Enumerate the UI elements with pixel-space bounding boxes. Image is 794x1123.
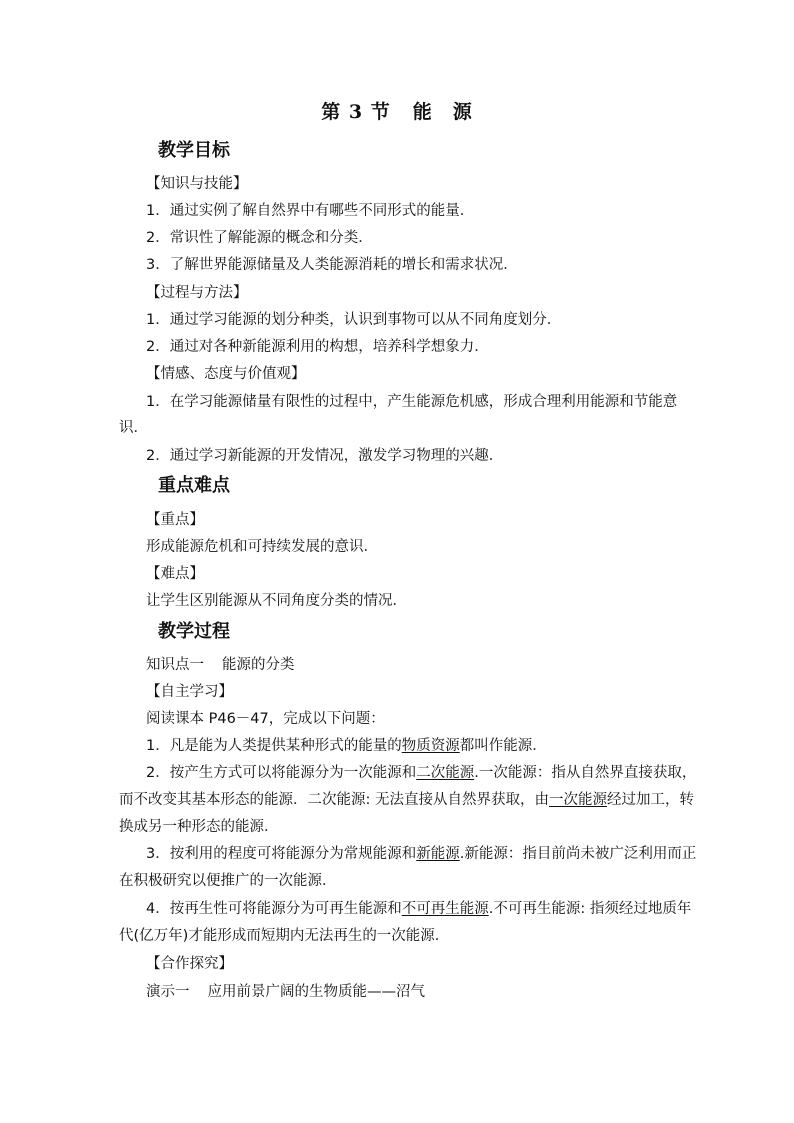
reading-instruction: 阅读课本 P46－47，完成以下问题： bbox=[146, 711, 385, 727]
question-3-line2: 在积极研究以便推广的一次能源． bbox=[119, 873, 337, 889]
answer-blank-non-renewable: 不可再生能源 bbox=[401, 901, 489, 917]
process-item-2: 2．通过对各种新能源利用的构想，培养科学想象力． bbox=[146, 339, 489, 355]
question-2-line2-tail: 经过加工，转 bbox=[607, 792, 694, 808]
question-2-text: 2．按产生方式可以将能源分为一次能源和 bbox=[146, 765, 417, 781]
tag-knowledge-skills: 【知识与技能】 bbox=[146, 176, 248, 192]
question-3-line1 bbox=[146, 844, 696, 864]
tag-difficult-point: 【难点】 bbox=[146, 566, 204, 582]
question-1-text: 1．凡是能为人类提供某种形式的能量的 bbox=[146, 738, 402, 754]
question-4-tail: .不可再生能源: 指须经过地质年 bbox=[488, 901, 692, 917]
question-2-line2-text: 而不改变其基本形态的能源．二次能源: 无法直接从自然界获取，由 bbox=[119, 792, 549, 808]
question-3-tail: .新能源：指目前尚未被广泛利用而正 bbox=[459, 846, 697, 862]
answer-blank-new-energy: 新能源 bbox=[416, 846, 460, 862]
question-2-line3: 换成另一种形态的能源． bbox=[119, 819, 279, 835]
question-1-tail: 都叫作能源． bbox=[459, 738, 547, 754]
key-point-text: 形成能源危机和可持续发展的意识． bbox=[146, 539, 378, 555]
demo-label: 演示一 bbox=[146, 984, 190, 1000]
heading-teaching-process: 教学过程 bbox=[158, 621, 230, 642]
knowledge-item-2: 2．常识性了解能源的概念和分类． bbox=[146, 230, 373, 246]
knowledge-item-1: 1．通过实例了解自然界中有哪些不同形式的能量． bbox=[146, 203, 475, 219]
knowledge-point-title: 能源的分类 bbox=[222, 657, 295, 673]
emotion-item-1-line2: 识． bbox=[119, 420, 148, 436]
knowledge-point-label: 知识点一 bbox=[146, 657, 204, 673]
tag-cooperative-inquiry: 【合作探究】 bbox=[146, 956, 233, 972]
heading-teaching-goals: 教学目标 bbox=[158, 140, 230, 161]
title-prefix: 第 3 节 bbox=[321, 101, 391, 123]
question-4-line2: 代(亿万年)才能形成而短期内无法再生的一次能源． bbox=[119, 928, 450, 944]
answer-blank-secondary-energy: 二次能源 bbox=[416, 765, 475, 781]
tag-self-study: 【自主学习】 bbox=[146, 684, 233, 700]
demo-heading bbox=[146, 982, 425, 1002]
question-2-line1 bbox=[146, 763, 696, 783]
title-name: 能 源 bbox=[412, 101, 473, 123]
demo-title: 应用前景广阔的生物质能——沼气 bbox=[207, 984, 425, 1000]
knowledge-point-heading bbox=[146, 655, 295, 675]
emotion-item-1-line1: 1．在学习能源储量有限性的过程中，产生能源危机感，形成合理利用能源和节能意 bbox=[146, 394, 678, 410]
page-title bbox=[0, 99, 794, 125]
tag-emotion-values: 【情感、态度与价值观】 bbox=[146, 366, 306, 382]
question-2-tail: .一次能源：指从自然界直接获取， bbox=[474, 765, 697, 781]
knowledge-item-3: 3．了解世界能源储量及人类能源消耗的增长和需求状况． bbox=[146, 257, 518, 273]
question-4-line1 bbox=[146, 899, 691, 919]
answer-blank-primary-energy: 一次能源 bbox=[549, 792, 607, 808]
question-3-text: 3．按利用的程度可将能源分为常规能源和 bbox=[146, 846, 417, 862]
heading-key-difficult-points: 重点难点 bbox=[158, 475, 230, 496]
question-2-line2 bbox=[119, 790, 694, 810]
tag-process-methods: 【过程与方法】 bbox=[146, 285, 248, 301]
process-item-1: 1．通过学习能源的划分种类，认识到事物可以从不同角度划分． bbox=[146, 312, 562, 328]
difficult-point-text: 让学生区别能源从不同角度分类的情况． bbox=[146, 593, 407, 609]
question-4-text: 4．按再生性可将能源分为可再生能源和 bbox=[146, 901, 402, 917]
emotion-item-2: 2．通过学习新能源的开发情况，激发学习物理的兴趣． bbox=[146, 448, 504, 464]
question-1 bbox=[146, 736, 547, 756]
tag-key-point: 【重点】 bbox=[146, 512, 204, 528]
answer-blank-material-resource: 物质资源 bbox=[401, 738, 460, 754]
